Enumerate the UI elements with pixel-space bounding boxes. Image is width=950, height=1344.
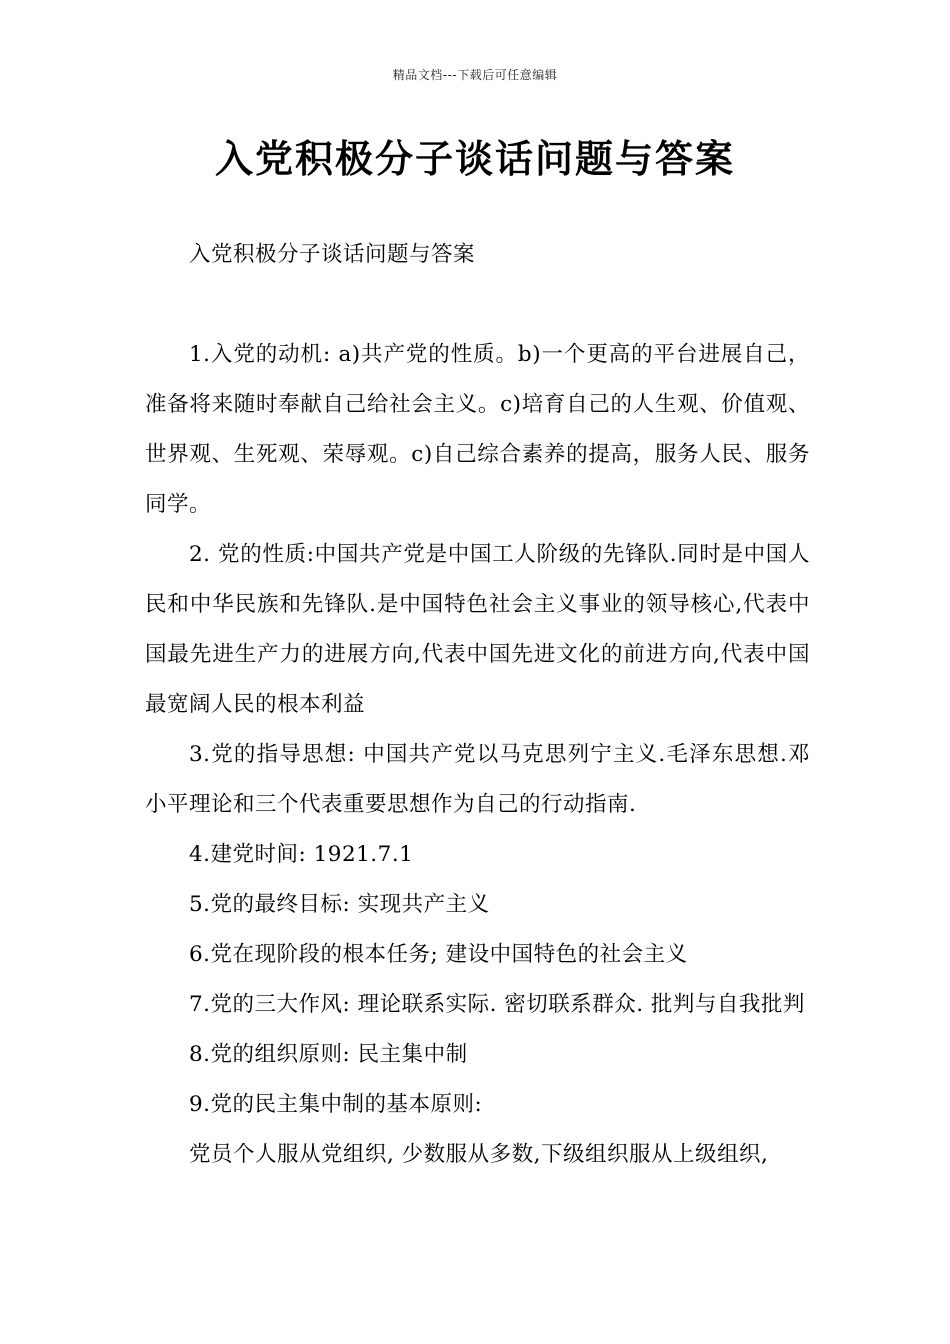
page-header: 精品文档---下载后可任意编辑 — [392, 68, 558, 82]
paragraph: 7.党的三大作风: 理论联系实际. 密切联系群众. 批判与自我批判 — [189, 992, 805, 1017]
document-body — [145, 230, 810, 1180]
paragraph: 5.党的最终目标: 实现共产主义 — [189, 892, 490, 917]
paragraph: 9.党的民主集中制的基本原则: — [189, 1092, 483, 1117]
paragraph: 8.党的组织原则: 民主集中制 — [189, 1042, 468, 1067]
paragraph: 2. 党的性质:中国共产党是中国工人阶级的先锋队.同时是中国人民和中华民族和先锋队.是中国特色社会主义事业的领导核心,代表中国最先进生产力的进展方向,代表中国先进文化的前进方向,代表中国最宽阔人民的根本利益 — [145, 542, 810, 717]
paragraph: 6.党在现阶段的根本任务; 建设中国特色的社会主义 — [189, 942, 688, 967]
paragraph: 3.党的指导思想: 中国共产党以马克思列宁主义.毛泽东思想.邓小平理论和三个代表重要思想作为自己的行动指南. — [145, 742, 810, 817]
paragraph: 党员个人服从党组织, 少数服从多数,下级组织服从上级组织, — [189, 1142, 769, 1167]
paragraph: 1.入党的动机: a)共产党的性质。b)一个更高的平台进展自己，准备将来随时奉献自己给社会主义。c)培育自己的人生观、价值观、世界观、生死观、荣辱观。c)自己综合素养的提高，服务人民、服务同学。 — [145, 342, 810, 517]
document-title: 入党积极分子谈话问题与答案 — [214, 137, 735, 181]
document-subtitle: 入党积极分子谈话问题与答案 — [189, 242, 476, 267]
paragraph: 4.建党时间: 1921.7.1 — [189, 842, 414, 867]
